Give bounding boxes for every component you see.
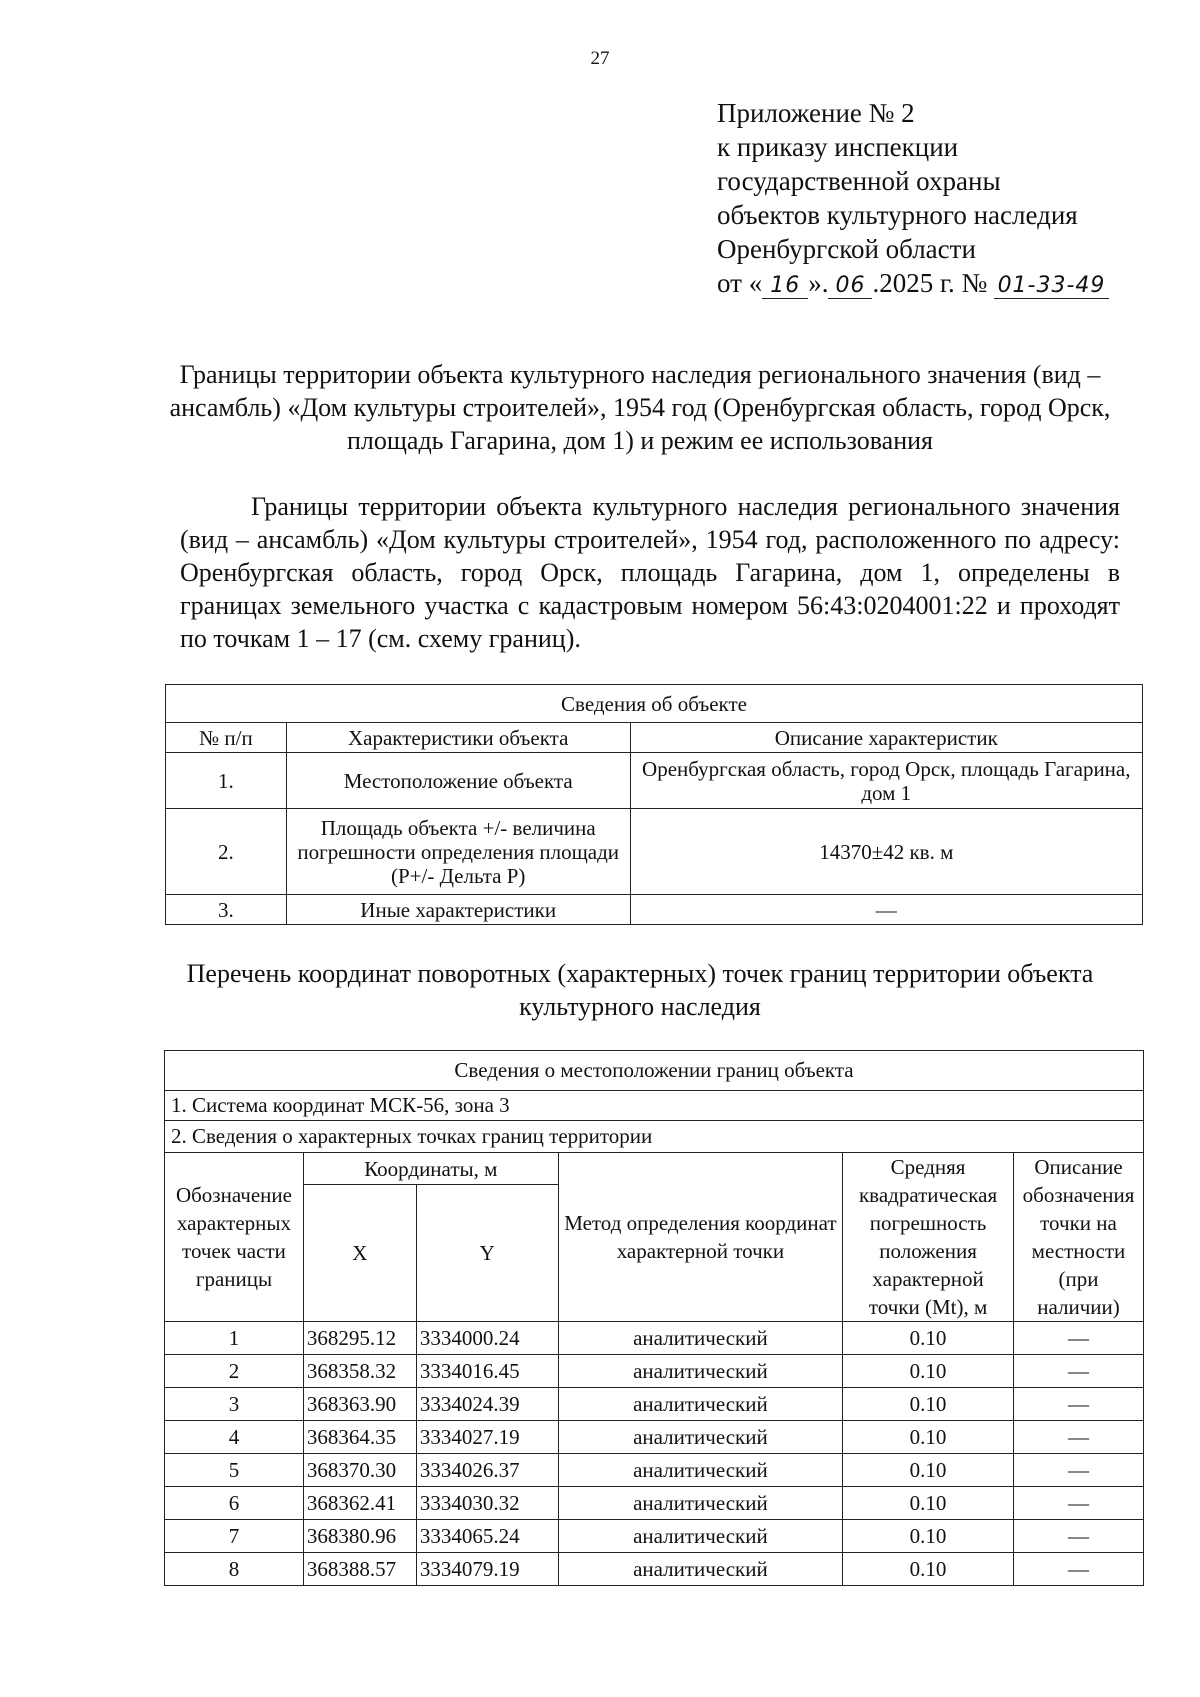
y-coordinate: 3334016.45 <box>416 1355 558 1388</box>
row-number: 1. <box>166 753 287 809</box>
description-header: Описание обозначения точки на местности (при наличии) <box>1014 1153 1144 1322</box>
method-cell: аналитический <box>558 1355 842 1388</box>
point-description: — <box>1014 1388 1144 1421</box>
point-description: — <box>1014 1322 1144 1355</box>
coordinates-table <box>164 1050 1144 1586</box>
appendix-line: к приказу инспекции <box>717 132 959 162</box>
point-number: 2 <box>165 1355 304 1388</box>
method-cell: аналитический <box>558 1421 842 1454</box>
point-description: — <box>1014 1520 1144 1553</box>
point-number: 8 <box>165 1553 304 1586</box>
method-cell: аналитический <box>558 1454 842 1487</box>
method-cell: аналитический <box>558 1388 842 1421</box>
point-number: 1 <box>165 1322 304 1355</box>
column-header: Описание характеристик <box>630 723 1142 753</box>
date-year: .2025 г. № <box>872 268 994 298</box>
table-row <box>165 1421 1144 1454</box>
error-value: 0.10 <box>843 1454 1014 1487</box>
point-number: 6 <box>165 1487 304 1520</box>
error-value: 0.10 <box>843 1322 1014 1355</box>
error-header: Средняя квадратическая погрешность положения характерной точки (Mt), м <box>843 1153 1014 1322</box>
y-coordinate: 3334030.32 <box>416 1487 558 1520</box>
points-section-title: 2. Сведения о характерных точках границ территории <box>165 1121 1144 1153</box>
point-description: — <box>1014 1487 1144 1520</box>
table-row <box>165 1355 1144 1388</box>
error-value: 0.10 <box>843 1355 1014 1388</box>
method-cell: аналитический <box>558 1520 842 1553</box>
method-cell: аналитический <box>558 1322 842 1355</box>
table-row <box>165 1322 1144 1355</box>
characteristic-value: Оренбургская область, город Орск, площадь Гагарина, дом 1 <box>630 753 1142 809</box>
table-row <box>165 1520 1144 1553</box>
date-prefix: от « <box>717 268 763 298</box>
handwritten-day: 16 <box>762 274 808 299</box>
method-cell: аналитический <box>558 1553 842 1586</box>
date-separator: ». <box>808 268 829 298</box>
error-value: 0.10 <box>843 1487 1014 1520</box>
appendix-header <box>717 96 1109 300</box>
error-value: 0.10 <box>843 1553 1014 1586</box>
table-row <box>165 1553 1144 1586</box>
y-coordinate: 3334024.39 <box>416 1388 558 1421</box>
handwritten-order-number: 01-33-49 <box>994 274 1109 299</box>
appendix-line: Оренбургской области <box>717 234 976 264</box>
x-header: X <box>303 1185 416 1322</box>
point-number: 3 <box>165 1388 304 1421</box>
table-row <box>166 895 1143 925</box>
point-description: — <box>1014 1454 1144 1487</box>
y-coordinate: 3334000.24 <box>416 1322 558 1355</box>
row-number: 3. <box>166 895 287 925</box>
appendix-line: Приложение № 2 <box>717 98 915 128</box>
appendix-line: государственной охраны <box>717 166 1001 196</box>
table-row <box>165 1388 1144 1421</box>
error-value: 0.10 <box>843 1520 1014 1553</box>
x-coordinate: 368295.12 <box>303 1322 416 1355</box>
method-cell: аналитический <box>558 1487 842 1520</box>
table-row <box>165 1454 1144 1487</box>
coordinates-header: Координаты, м <box>303 1153 558 1185</box>
y-coordinate: 3334026.37 <box>416 1454 558 1487</box>
characteristic-name: Иные характеристики <box>286 895 630 925</box>
point-description: — <box>1014 1355 1144 1388</box>
y-coordinate: 3334065.24 <box>416 1520 558 1553</box>
point-description: — <box>1014 1553 1144 1586</box>
y-header: Y <box>416 1185 558 1322</box>
method-header: Метод определения координат характерной точки <box>558 1153 842 1322</box>
handwritten-month: 06 <box>828 274 872 299</box>
coordinates-list-title: Перечень координат поворотных (характерных) точек границ территории объекта культурного наследия <box>186 959 1094 1021</box>
appendix-line: объектов культурного наследия <box>717 200 1078 230</box>
x-coordinate: 368380.96 <box>303 1520 416 1553</box>
y-coordinate: 3334079.19 <box>416 1553 558 1586</box>
error-value: 0.10 <box>843 1421 1014 1454</box>
characteristic-value: 14370±42 кв. м <box>630 809 1142 895</box>
object-info-table <box>165 684 1143 925</box>
coordinate-system: 1. Система координат МСК-56, зона 3 <box>165 1091 1144 1121</box>
table-row <box>166 809 1143 895</box>
x-coordinate: 368388.57 <box>303 1553 416 1586</box>
boundary-description: Границы территории объекта культурного наследия регионального значения (вид – ансамбль) «Дом культуры строителей», 1954 год, расположенного по адресу: Оренбургская область, город Орск, площадь Гагарина, дом 1, определены в границах земельного участка с кадастровым номером 56:43:0204001:22 и проходят по точкам 1 – 17 (см. схему границ). <box>180 492 1120 653</box>
error-value: 0.10 <box>843 1388 1014 1421</box>
point-number: 5 <box>165 1454 304 1487</box>
characteristic-value: — <box>630 895 1142 925</box>
x-coordinate: 368370.30 <box>303 1454 416 1487</box>
point-number: 4 <box>165 1421 304 1454</box>
row-number: 2. <box>166 809 287 895</box>
table-row <box>165 1487 1144 1520</box>
table-caption: Сведения об объекте <box>166 685 1143 723</box>
characteristic-name: Местоположение объекта <box>286 753 630 809</box>
x-coordinate: 368364.35 <box>303 1421 416 1454</box>
page-number: 27 <box>590 48 610 69</box>
y-coordinate: 3334027.19 <box>416 1421 558 1454</box>
order-date-line <box>717 266 1109 300</box>
x-coordinate: 368358.32 <box>303 1355 416 1388</box>
characteristic-name: Площадь объекта +/- величина погрешности определения площади (Р+/- Дельта Р) <box>286 809 630 895</box>
point-number: 7 <box>165 1520 304 1553</box>
column-header: № п/п <box>166 723 287 753</box>
document-title: Границы территории объекта культурного наследия регионального значения (вид – ансамбль) «Дом культуры строителей», 1954 год (Оренбургская область, город Орск, площадь Гагарина, дом 1) и режим ее использования <box>169 360 1111 455</box>
table-caption: Сведения о местоположении границ объекта <box>165 1051 1144 1091</box>
table-row <box>166 753 1143 809</box>
column-header: Характеристики объекта <box>286 723 630 753</box>
designation-header: Обозначение характерных точек части границы <box>165 1153 304 1322</box>
x-coordinate: 368363.90 <box>303 1388 416 1421</box>
point-description: — <box>1014 1421 1144 1454</box>
x-coordinate: 368362.41 <box>303 1487 416 1520</box>
